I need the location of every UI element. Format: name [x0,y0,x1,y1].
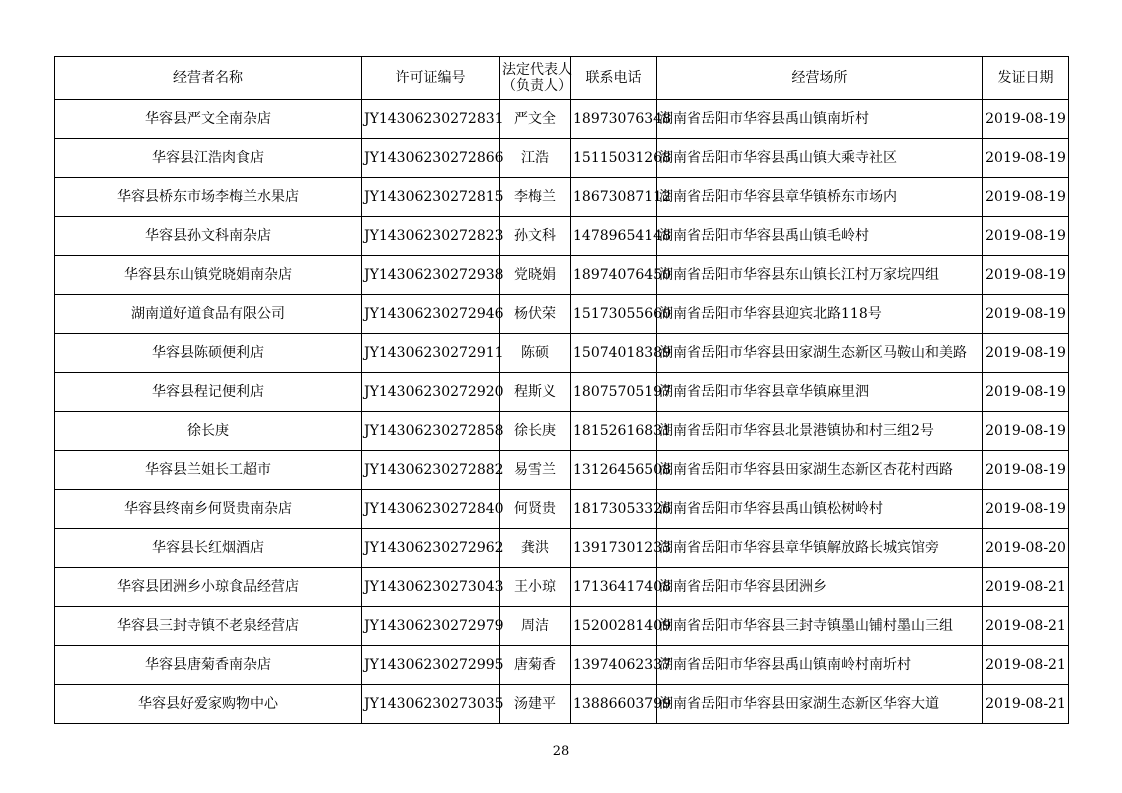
phone-cell: 18152616831 [571,412,657,451]
issue-date-cell: 2019-08-20 [983,529,1069,568]
operator-name-cell: 华容县程记便利店 [55,373,362,412]
table-row [55,178,1069,217]
table-row [55,139,1069,178]
license-number-cell: JY14306230272823 [362,217,500,256]
table-row [55,685,1069,724]
license-number-cell: JY14306230273035 [362,685,500,724]
table-row [55,100,1069,139]
representative-cell: 何贤贵 [500,490,571,529]
issue-date-cell: 2019-08-19 [983,490,1069,529]
operator-name-cell: 华容县终南乡何贤贵南杂店 [55,490,362,529]
header-rep-line2: （负责人） [502,78,572,94]
license-number-cell: JY14306230272882 [362,451,500,490]
representative-cell: 党晓娟 [500,256,571,295]
address-cell: 湖南省岳阳市华容县禹山镇南圻村 [657,100,983,139]
representative-cell: 唐菊香 [500,646,571,685]
representative-cell: 程斯义 [500,373,571,412]
issue-date-cell: 2019-08-19 [983,100,1069,139]
table-row [55,334,1069,373]
representative-cell: 徐长庚 [500,412,571,451]
license-number-cell: JY14306230272995 [362,646,500,685]
issue-date-cell: 2019-08-19 [983,412,1069,451]
table-row [55,607,1069,646]
phone-cell: 15115031268 [571,139,657,178]
representative-cell: 汤建平 [500,685,571,724]
phone-cell: 15074018389 [571,334,657,373]
issue-date-cell: 2019-08-19 [983,373,1069,412]
phone-cell: 14789654148 [571,217,657,256]
representative-cell: 陈硕 [500,334,571,373]
phone-cell: 13974062337 [571,646,657,685]
license-number-cell: JY14306230272938 [362,256,500,295]
phone-cell: 13917301233 [571,529,657,568]
table-row [55,568,1069,607]
operator-name-cell: 华容县长红烟酒店 [55,529,362,568]
operator-name-cell: 湖南道好道食品有限公司 [55,295,362,334]
address-cell: 湖南省岳阳市华容县东山镇长江村万家垸四组 [657,256,983,295]
issue-date-cell: 2019-08-21 [983,685,1069,724]
license-number-cell: JY14306230272920 [362,373,500,412]
table-row [55,451,1069,490]
license-number-cell: JY14306230272831 [362,100,500,139]
table-row [55,217,1069,256]
operator-name-cell: 华容县三封寺镇不老泉经营店 [55,607,362,646]
issue-date-cell: 2019-08-19 [983,451,1069,490]
table-row [55,256,1069,295]
phone-cell: 18973076348 [571,100,657,139]
representative-cell: 孙文科 [500,217,571,256]
license-number-cell: JY14306230272979 [362,607,500,646]
operator-name-cell: 华容县陈硕便利店 [55,334,362,373]
table-row [55,412,1069,451]
issue-date-cell: 2019-08-21 [983,568,1069,607]
table-row [55,295,1069,334]
address-cell: 湖南省岳阳市华容县团洲乡 [657,568,983,607]
header-operator-name: 经营者名称 [55,57,362,100]
issue-date-cell: 2019-08-21 [983,646,1069,685]
license-number-cell: JY14306230272911 [362,334,500,373]
header-rep-line1: 法定代表人 [502,62,572,78]
table-row [55,529,1069,568]
representative-cell: 杨伏荣 [500,295,571,334]
license-number-cell: JY14306230272946 [362,295,500,334]
license-number-cell: JY14306230272858 [362,412,500,451]
table-row [55,490,1069,529]
address-cell: 湖南省岳阳市华容县禹山镇南岭村南圻村 [657,646,983,685]
header-license-number: 许可证编号 [362,57,500,100]
phone-cell: 17136417408 [571,568,657,607]
address-cell: 湖南省岳阳市华容县迎宾北路118号 [657,295,983,334]
representative-cell: 江浩 [500,139,571,178]
address-cell: 湖南省岳阳市华容县田家湖生态新区马鞍山和美路 [657,334,983,373]
table-row [55,646,1069,685]
license-number-cell: JY14306230272866 [362,139,500,178]
address-cell: 湖南省岳阳市华容县章华镇解放路长城宾馆旁 [657,529,983,568]
operator-name-cell: 徐长庚 [55,412,362,451]
operator-name-cell: 华容县唐菊香南杂店 [55,646,362,685]
license-number-cell: JY14306230272962 [362,529,500,568]
address-cell: 湖南省岳阳市华容县禹山镇松树岭村 [657,490,983,529]
address-cell: 湖南省岳阳市华容县禹山镇大乘寺社区 [657,139,983,178]
phone-cell: 13126456508 [571,451,657,490]
issue-date-cell: 2019-08-21 [983,607,1069,646]
table-header-row [55,57,1069,100]
representative-cell: 严文全 [500,100,571,139]
phone-cell: 15200281409 [571,607,657,646]
phone-cell: 18673087112 [571,178,657,217]
page-number: 28 [552,744,570,759]
phone-cell: 13886603799 [571,685,657,724]
issue-date-cell: 2019-08-19 [983,295,1069,334]
representative-cell: 李梅兰 [500,178,571,217]
operator-name-cell: 华容县兰姐长工超市 [55,451,362,490]
license-number-cell: JY14306230273043 [362,568,500,607]
operator-name-cell: 华容县团洲乡小琼食品经营店 [55,568,362,607]
header-issue-date: 发证日期 [983,57,1069,100]
operator-name-cell: 华容县桥东市场李梅兰水果店 [55,178,362,217]
operator-name-cell: 华容县好爱家购物中心 [55,685,362,724]
address-cell: 湖南省岳阳市华容县三封寺镇墨山铺村墨山三组 [657,607,983,646]
address-cell: 湖南省岳阳市华容县北景港镇协和村三组2号 [657,412,983,451]
phone-cell: 18974076450 [571,256,657,295]
header-legal-representative [500,57,571,100]
address-cell: 湖南省岳阳市华容县禹山镇毛岭村 [657,217,983,256]
operator-name-cell: 华容县东山镇党晓娟南杂店 [55,256,362,295]
license-number-cell: JY14306230272815 [362,178,500,217]
representative-cell: 周洁 [500,607,571,646]
operator-name-cell: 华容县江浩肉食店 [55,139,362,178]
phone-cell: 18075705197 [571,373,657,412]
license-number-cell: JY14306230272840 [362,490,500,529]
issue-date-cell: 2019-08-19 [983,217,1069,256]
address-cell: 湖南省岳阳市华容县章华镇桥东市场内 [657,178,983,217]
operator-name-cell: 华容县严文全南杂店 [55,100,362,139]
address-cell: 湖南省岳阳市华容县田家湖生态新区杏花村西路 [657,451,983,490]
header-phone: 联系电话 [571,57,657,100]
header-address: 经营场所 [657,57,983,100]
issue-date-cell: 2019-08-19 [983,139,1069,178]
phone-cell: 15173055660 [571,295,657,334]
representative-cell: 龚洪 [500,529,571,568]
license-table [54,56,1069,724]
issue-date-cell: 2019-08-19 [983,334,1069,373]
table-row [55,373,1069,412]
address-cell: 湖南省岳阳市华容县章华镇麻里泗 [657,373,983,412]
operator-name-cell: 华容县孙文科南杂店 [55,217,362,256]
issue-date-cell: 2019-08-19 [983,178,1069,217]
phone-cell: 18173053326 [571,490,657,529]
representative-cell: 易雪兰 [500,451,571,490]
representative-cell: 王小琼 [500,568,571,607]
issue-date-cell: 2019-08-19 [983,256,1069,295]
address-cell: 湖南省岳阳市华容县田家湖生态新区华容大道 [657,685,983,724]
